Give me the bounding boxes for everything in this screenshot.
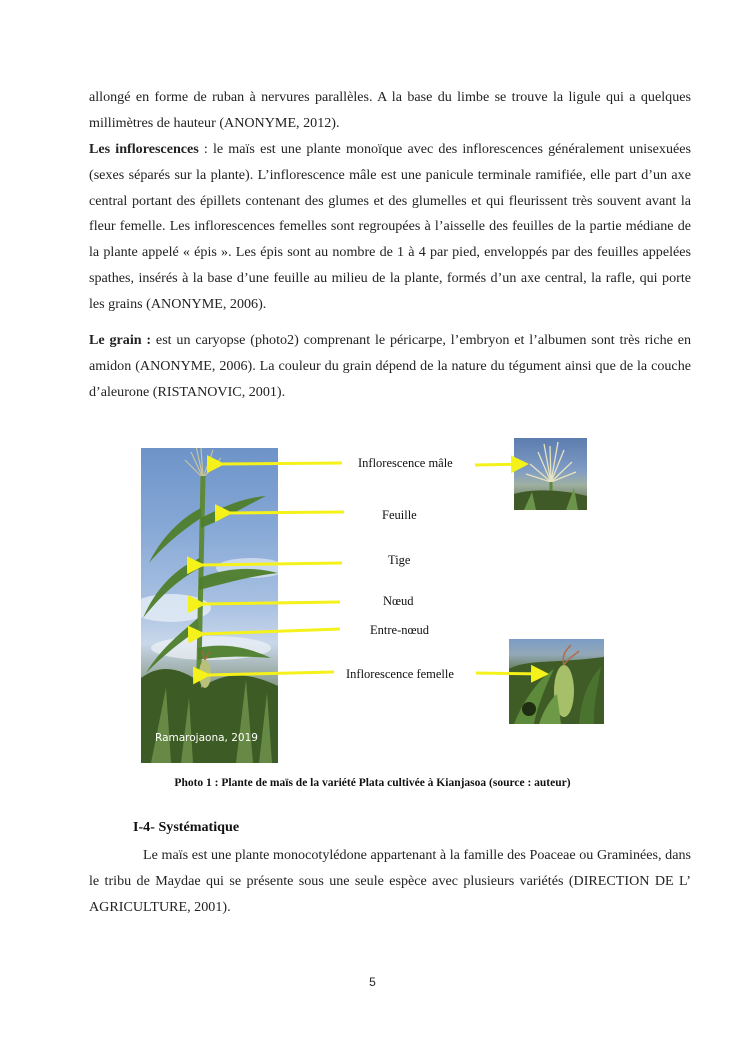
label-male-inflorescence: Inflorescence mâle [358,456,453,470]
paragraph-grain-body: est un caryopse (photo2) comprenant le péricarpe, l’embryon et l’albumen sont très riche en amidon (ANONYME, 2006). La couleur du grain dépend de la nature du tégument ainsi que de la couche d’aleurone (RISTANOVIC, 2001). [89,332,692,400]
term-grain: Le grain : [89,332,152,348]
arrow-stem [202,563,342,565]
label-node: Nœud [383,594,414,608]
label-female-inflorescence: Inflorescence femelle [346,667,454,681]
label-stem: Tige [388,553,411,567]
arrow-male-to-thumb [475,464,526,465]
arrow-female-to-plant [208,672,334,675]
section-heading-systematique: I-4- Systématique [133,819,240,835]
arrow-node [203,602,340,604]
photo-credit: Ramarojaona, 2019 [155,732,258,744]
arrow-internode [203,629,340,634]
figure-caption: Photo 1 : Plante de maïs de la variété Plata cultivée à Kianjasoa (source : auteur) [174,777,571,789]
label-internode: Entre-nœud [370,623,430,637]
arrow-female-to-thumb [476,673,546,674]
paragraph-inflorescences-body: : le maïs est une plante monoïque avec des inflorescences généralement unisexuées (sexes séparés sur la plante). L’inflorescence mâle est une panicule terminale ramifiée, elle part d’un axe central portant des épillets contenant des glumes et des glumelles et qui fleurissent très souvent avant la fleur femelle. Les inflorescences femelles sont regroupées à l’aisselle des feuilles de la partie médiane de la plante appelé « épis ». Les épis sont au nombre de 1 à 4 par pied, enveloppés par des feuilles appelées spathes, insérés à la base d’une feuille au milieu de la plante, formés d’un axe central, la rafle, qui porte les grains (ANONYME, 2006). [89,141,691,312]
paragraph-systematique: Le maïs est une plante monocotylédone appartenant à la famille des Poaceae ou Graminées, dans le tribu de Maydae qui se présente sous une seule espèce avec plusieurs variétés (DIRECTION DE L’ AGRICULTURE, 2001). [89,847,691,915]
label-leaf: Feuille [382,508,417,522]
arrow-male-to-plant [222,463,342,464]
term-inflorescences: Les inflorescences [89,141,199,157]
page-number: 5 [369,975,376,989]
arrow-leaf [230,512,344,513]
paragraph-leaf-description: allongé en forme de ruban à nervures parallèles. A la base du limbe se trouve la ligule qui a quelques millimètres de hauteur (ANONYME, 2012). [89,89,691,131]
